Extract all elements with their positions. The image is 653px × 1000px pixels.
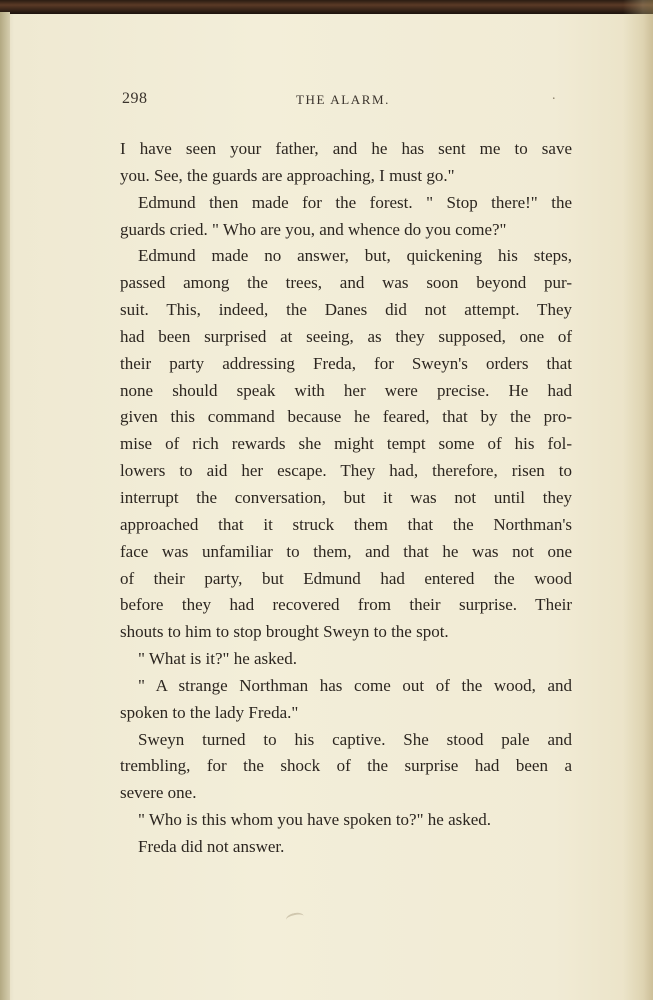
text-line: mise of rich rewards she might tempt some of his fol- [120,434,572,454]
text-line: had been surprised at seeing, as they supposed, one of [120,326,572,346]
text-line: you. See, the guards are approaching, I must go." [120,165,455,185]
page-number: 298 [122,90,148,107]
paragraph-4 [120,646,572,673]
paragraph-1 [120,136,572,190]
text-line: approached that it struck them that the Northman's [120,514,572,534]
text-line: " A strange Northman has come out of the wood, and [138,675,572,695]
text-line: before they had recovered from their surprise. Their [120,595,572,615]
text-line: Edmund then made for the forest. " Stop there!" the [138,192,572,212]
text-line: " Who is this whom you have spoken to?" he asked. [138,810,492,830]
text-line: none should speak with her were precise. He had [120,380,572,400]
paragraph-8 [120,834,572,861]
paragraph-7 [120,807,572,834]
text-line: given this command because he feared, that by the pro- [120,407,572,427]
text-line: spoken to the lady Freda." [120,702,299,722]
text-line: lowers to aid her escape. They had, therefore, risen to [120,461,572,481]
text-line: Freda did not answer. [138,836,285,856]
text-line: Sweyn turned to his captive. She stood pale and [138,729,572,749]
header-mark: . [552,88,556,103]
text-line: guards cried. " Who are you, and whence do you come?" [120,219,507,239]
text-line: face was unfamiliar to them, and that he was not one [120,541,572,561]
page-top-edge [0,0,653,14]
running-head: THE ALARM. [296,92,390,107]
body-text [120,136,572,861]
text-line: " What is it?" he asked. [138,649,297,669]
text-line: suit. This, indeed, the Danes did not attempt. They [120,300,572,320]
page-gutter [0,12,10,1000]
paragraph-6 [120,727,572,808]
text-line: interrupt the conversation, but it was not until they [120,487,572,507]
paragraph-3 [120,243,572,646]
page-header [0,88,653,112]
text-line: severe one. [120,783,197,803]
text-line: trembling, for the shock of the surprise had been a [120,756,572,776]
text-line: of their party, but Edmund had entered the wood [120,568,572,588]
text-line: I have seen your father, and he has sent me to save [120,139,572,158]
page-right-edge [623,0,653,1000]
text-line: shouts to him to stop brought Sweyn to the spot. [120,622,449,642]
text-line: their party addressing Freda, for Sweyn's orders that [120,353,572,373]
text-line: passed among the trees, and was soon beyond pur- [120,273,572,293]
text-line: Edmund made no answer, but, quickening his steps, [138,246,572,266]
paragraph-5 [120,673,572,727]
paragraph-2 [120,190,572,244]
